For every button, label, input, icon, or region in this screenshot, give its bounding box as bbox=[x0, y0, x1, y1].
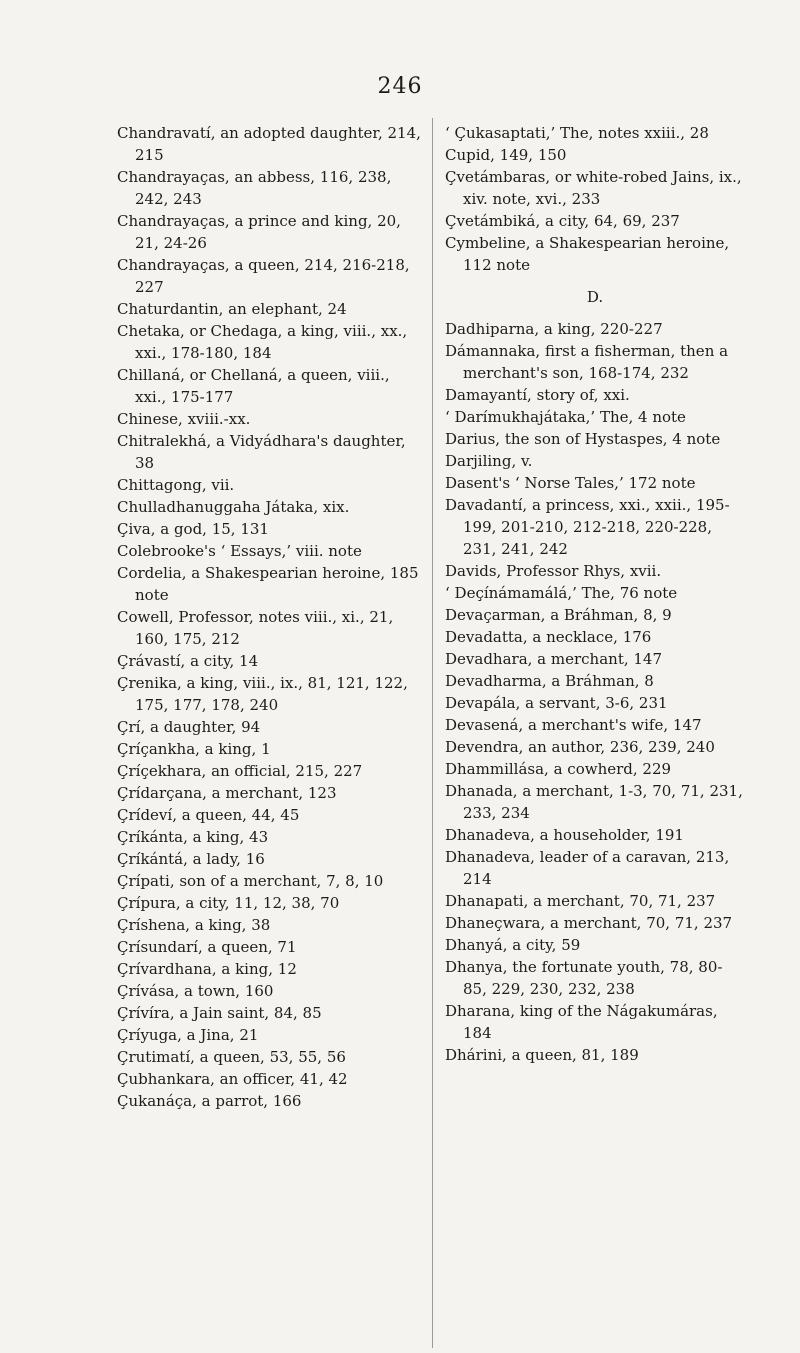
index-entry: Dasent's ‘ Norse Tales,’ 172 note bbox=[445, 474, 696, 492]
index-entry: Devapála, a servant, 3-6, 231 bbox=[445, 694, 668, 712]
index-entry: Darius, the son of Hystaspes, 4 note bbox=[445, 430, 721, 448]
index-entry: Çrívása, a town, 160 bbox=[117, 982, 274, 1000]
index-entry: Çríçankha, a king, 1 bbox=[117, 740, 271, 758]
index-entry: Chitralekhá, a Vidyádhara's daughter, 38 bbox=[117, 432, 406, 472]
index-entry: Devendra, an author, 236, 239, 240 bbox=[445, 738, 715, 756]
index-entry: Çiva, a god, 15, 131 bbox=[117, 520, 269, 538]
index-entry: Çrípati, son of a merchant, 7, 8, 10 bbox=[117, 872, 384, 890]
index-entry: Dámannaka, first a fisherman, then a merchant's son, 168-174, 232 bbox=[445, 342, 729, 382]
index-entry: Çvetámbiká, a city, 64, 69, 237 bbox=[445, 212, 680, 230]
index-entry: Çríkánta, a king, 43 bbox=[117, 828, 269, 846]
index-entry: Chulladhanuggaha Játaka, xix. bbox=[117, 498, 350, 516]
index-entry: Dadhiparna, a king, 220-227 bbox=[445, 320, 663, 338]
index-column-right bbox=[445, 122, 745, 1066]
index-entry: Chaturdantin, an elephant, 24 bbox=[117, 300, 347, 318]
index-entry: ‘ Deçínámamálá,’ The, 76 note bbox=[445, 584, 678, 602]
index-entry: Davadantí, a princess, xxi., xxii., 195-199, 201-210, 212-218, 220-228, 231, 241, 242 bbox=[445, 496, 730, 558]
index-entry: Çubhankara, an officer, 41, 42 bbox=[117, 1070, 348, 1088]
index-entry: Devadharma, a Bráhman, 8 bbox=[445, 672, 654, 690]
index-entry: Cordelia, a Shakespearian heroine, 185 note bbox=[117, 564, 419, 604]
index-entry: Çvetámbaras, or white-robed Jains, ix., xiv. note, xvi., 233 bbox=[445, 168, 742, 208]
index-entry: Dhanyá, a city, 59 bbox=[445, 936, 581, 954]
index-entry: Chandravatí, an adopted daughter, 214, 215 bbox=[117, 124, 421, 164]
index-entry: Chillaná, or Chellaná, a queen, viii., xxi., 175-177 bbox=[117, 366, 390, 406]
index-entry: Çríyuga, a Jina, 21 bbox=[117, 1026, 259, 1044]
index-entry: Chetaka, or Chedaga, a king, viii., xx., xxi., 178-180, 184 bbox=[117, 322, 408, 362]
index-entry: Cymbeline, a Shakespearian heroine, 112 note bbox=[445, 234, 730, 274]
index-entry: Chittagong, vii. bbox=[117, 476, 235, 494]
index-entry: Dhaneçwara, a merchant, 70, 71, 237 bbox=[445, 914, 733, 932]
index-entry: Devasená, a merchant's wife, 147 bbox=[445, 716, 702, 734]
index-entry: Dhanada, a merchant, 1-3, 70, 71, 231, 233, 234 bbox=[445, 782, 743, 822]
section-letter-heading: D. bbox=[586, 288, 604, 306]
index-entry: Çrávastí, a city, 14 bbox=[117, 652, 259, 670]
index-entry: Chandrayaças, a prince and king, 20, 21, 24-26 bbox=[117, 212, 401, 252]
index-entry: Çrutimatí, a queen, 53, 55, 56 bbox=[117, 1048, 346, 1066]
index-entry: Dhammillása, a cowherd, 229 bbox=[445, 760, 672, 778]
index-entry: Dhanadeva, leader of a caravan, 213, 214 bbox=[445, 848, 730, 888]
index-entry: Cowell, Professor, notes viii., xi., 21, 160, 175, 212 bbox=[117, 608, 394, 648]
index-entry: Dhanya, the fortunate youth, 78, 80-85, 229, 230, 232, 238 bbox=[445, 958, 723, 998]
index-entry: Çrípura, a city, 11, 12, 38, 70 bbox=[117, 894, 340, 912]
index-entry: Damayantí, story of, xxi. bbox=[445, 386, 630, 404]
column-divider bbox=[432, 118, 433, 1348]
index-entry: Darjiling, v. bbox=[445, 452, 533, 470]
index-entry: Chinese, xviii.-xx. bbox=[117, 410, 251, 428]
index-entry: Davids, Professor Rhys, xvii. bbox=[445, 562, 662, 580]
index-entry: Çríçekhara, an official, 215, 227 bbox=[117, 762, 363, 780]
index-column-left bbox=[117, 122, 423, 1112]
index-entry: Chandrayaças, a queen, 214, 216-218, 227 bbox=[117, 256, 410, 296]
index-entry: Colebrooke's ‘ Essays,’ viii. note bbox=[117, 542, 362, 560]
index-entry: Dharana, king of the Nágakumáras, 184 bbox=[445, 1002, 718, 1042]
index-entry: Devadhara, a merchant, 147 bbox=[445, 650, 663, 668]
index-entry: Çríkántá, a lady, 16 bbox=[117, 850, 265, 868]
index-entry: ‘ Çukasaptati,’ The, notes xxiii., 28 bbox=[445, 124, 709, 142]
index-entry: Çrídarçana, a merchant, 123 bbox=[117, 784, 337, 802]
index-entry: Çrenika, a king, viii., ix., 81, 121, 122, 175, 177, 178, 240 bbox=[117, 674, 408, 714]
index-entry: Chandrayaças, an abbess, 116, 238, 242, 243 bbox=[117, 168, 392, 208]
page-number: 246 bbox=[377, 74, 423, 99]
index-entry: Çrídeví, a queen, 44, 45 bbox=[117, 806, 300, 824]
index-entry: Çríshena, a king, 38 bbox=[117, 916, 271, 934]
index-entry: Devadatta, a necklace, 176 bbox=[445, 628, 652, 646]
index-entry: Çrísundarí, a queen, 71 bbox=[117, 938, 297, 956]
index-entry: Çrívíra, a Jain saint, 84, 85 bbox=[117, 1004, 322, 1022]
index-entry: Cupid, 149, 150 bbox=[445, 146, 567, 164]
index-entry: Dhanadeva, a householder, 191 bbox=[445, 826, 684, 844]
index-entry: Çrí, a daughter, 94 bbox=[117, 718, 261, 736]
index-entry: ‘ Darímukhajátaka,’ The, 4 note bbox=[445, 408, 686, 426]
index-entry: Devaçarman, a Bráhman, 8, 9 bbox=[445, 606, 672, 624]
index-entry: Dhárini, a queen, 81, 189 bbox=[445, 1046, 639, 1064]
index-entry: Çrívardhana, a king, 12 bbox=[117, 960, 297, 978]
index-entry: Dhanapati, a merchant, 70, 71, 237 bbox=[445, 892, 716, 910]
index-entry: Çukanáça, a parrot, 166 bbox=[117, 1092, 302, 1110]
